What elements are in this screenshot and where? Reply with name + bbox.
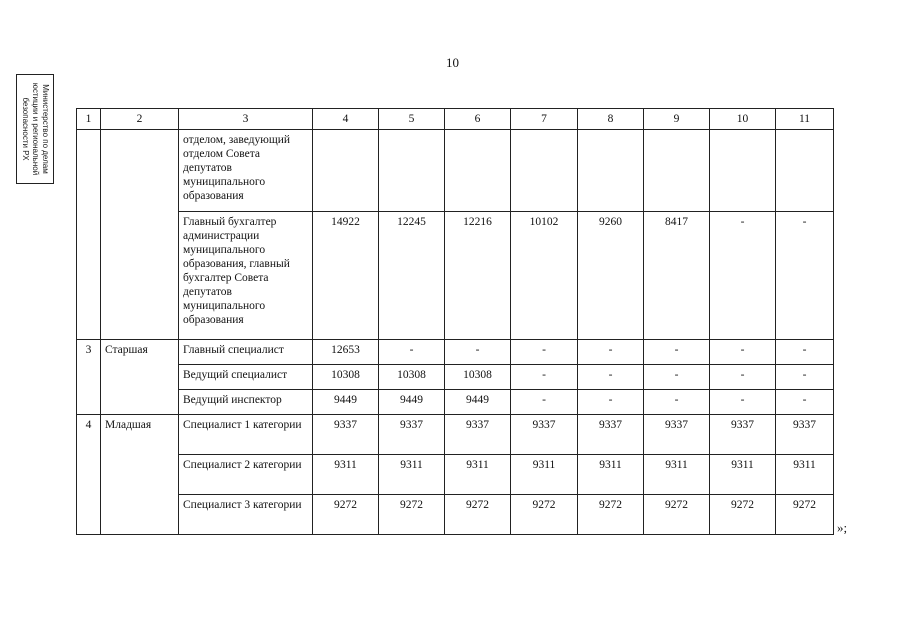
- value-cell: -: [445, 340, 511, 365]
- salary-table: [76, 108, 834, 535]
- value-cell: -: [578, 340, 644, 365]
- value-cell: 9337: [445, 415, 511, 455]
- value-cell: -: [578, 365, 644, 390]
- group-index-cell: [77, 130, 101, 340]
- position-cell: Специалист 3 категории: [179, 495, 313, 535]
- position-cell: Ведущий инспектор: [179, 390, 313, 415]
- position-cell: Специалист 2 категории: [179, 455, 313, 495]
- group-name-cell: Старшая: [101, 340, 179, 415]
- value-cell: -: [511, 390, 578, 415]
- value-cell: 9337: [710, 415, 776, 455]
- value-cell: 9337: [313, 415, 379, 455]
- table-row: [77, 212, 834, 340]
- group-index-cell: 4: [77, 415, 101, 535]
- value-cell: 9272: [710, 495, 776, 535]
- table-row: [77, 390, 834, 415]
- header-cell: 6: [445, 109, 511, 130]
- value-cell: -: [379, 340, 445, 365]
- table-row: [77, 415, 834, 455]
- value-cell: -: [776, 365, 834, 390]
- table-row: [77, 130, 834, 212]
- value-cell: 9311: [511, 455, 578, 495]
- value-cell: 12216: [445, 212, 511, 340]
- value-cell: 9311: [776, 455, 834, 495]
- header-cell: 2: [101, 109, 179, 130]
- value-cell: 9311: [379, 455, 445, 495]
- value-cell: [644, 130, 710, 212]
- value-cell: 9337: [644, 415, 710, 455]
- position-cell: отделом, заведующий отделом Совета депутатов муниципального образования: [179, 130, 313, 212]
- position-cell: Главный бухгалтер администрации муниципального образования, главный бухгалтер Совета депутатов муниципального образования: [179, 212, 313, 340]
- value-cell: 9311: [313, 455, 379, 495]
- closing-quote-mark: »;: [837, 520, 848, 535]
- value-cell: -: [710, 340, 776, 365]
- header-cell: 7: [511, 109, 578, 130]
- value-cell: [313, 130, 379, 212]
- value-cell: 10308: [379, 365, 445, 390]
- value-cell: -: [710, 365, 776, 390]
- header-cell: 10: [710, 109, 776, 130]
- table-row: [77, 455, 834, 495]
- value-cell: 9337: [379, 415, 445, 455]
- value-cell: 9311: [445, 455, 511, 495]
- group-name-cell: [101, 130, 179, 340]
- value-cell: 12245: [379, 212, 445, 340]
- value-cell: -: [776, 340, 834, 365]
- position-cell: Главный специалист: [179, 340, 313, 365]
- table-row: [77, 495, 834, 535]
- value-cell: 14922: [313, 212, 379, 340]
- value-cell: -: [776, 212, 834, 340]
- value-cell: 9260: [578, 212, 644, 340]
- group-name-cell: Младшая: [101, 415, 179, 535]
- position-cell: Специалист 1 категории: [179, 415, 313, 455]
- value-cell: -: [710, 212, 776, 340]
- value-cell: 9311: [710, 455, 776, 495]
- value-cell: 9272: [644, 495, 710, 535]
- value-cell: 12653: [313, 340, 379, 365]
- value-cell: 8417: [644, 212, 710, 340]
- value-cell: 10102: [511, 212, 578, 340]
- header-cell: 11: [776, 109, 834, 130]
- page-number: 10: [446, 55, 459, 70]
- stamp-line: юстиции и региональной: [31, 82, 40, 176]
- value-cell: -: [644, 390, 710, 415]
- value-cell: 9272: [379, 495, 445, 535]
- table-header-row: [77, 109, 834, 130]
- value-cell: 9311: [578, 455, 644, 495]
- value-cell: 9272: [445, 495, 511, 535]
- group-index-cell: 3: [77, 340, 101, 415]
- stamp-line: Министерство по делам: [41, 84, 50, 174]
- registration-stamp: [16, 74, 54, 184]
- header-cell: 1: [77, 109, 101, 130]
- value-cell: 9449: [445, 390, 511, 415]
- value-cell: [776, 130, 834, 212]
- value-cell: -: [511, 340, 578, 365]
- value-cell: 9449: [313, 390, 379, 415]
- value-cell: 9337: [511, 415, 578, 455]
- value-cell: [511, 130, 578, 212]
- value-cell: [379, 130, 445, 212]
- value-cell: 10308: [445, 365, 511, 390]
- value-cell: [578, 130, 644, 212]
- table-row: [77, 365, 834, 390]
- value-cell: 9449: [379, 390, 445, 415]
- value-cell: -: [644, 340, 710, 365]
- value-cell: [445, 130, 511, 212]
- header-cell: 5: [379, 109, 445, 130]
- value-cell: 9272: [511, 495, 578, 535]
- stamp-line: безопасности РХ: [21, 97, 30, 161]
- value-cell: 9272: [776, 495, 834, 535]
- header-cell: 4: [313, 109, 379, 130]
- value-cell: 9272: [313, 495, 379, 535]
- header-cell: 9: [644, 109, 710, 130]
- value-cell: 9337: [776, 415, 834, 455]
- value-cell: 10308: [313, 365, 379, 390]
- header-cell: 8: [578, 109, 644, 130]
- value-cell: [710, 130, 776, 212]
- header-cell: 3: [179, 109, 313, 130]
- value-cell: 9337: [578, 415, 644, 455]
- table-row: [77, 340, 834, 365]
- value-cell: -: [578, 390, 644, 415]
- value-cell: -: [644, 365, 710, 390]
- value-cell: -: [511, 365, 578, 390]
- stamp-text: [20, 74, 50, 184]
- value-cell: -: [710, 390, 776, 415]
- position-cell: Ведущий специалист: [179, 365, 313, 390]
- value-cell: -: [776, 390, 834, 415]
- value-cell: 9311: [644, 455, 710, 495]
- value-cell: 9272: [578, 495, 644, 535]
